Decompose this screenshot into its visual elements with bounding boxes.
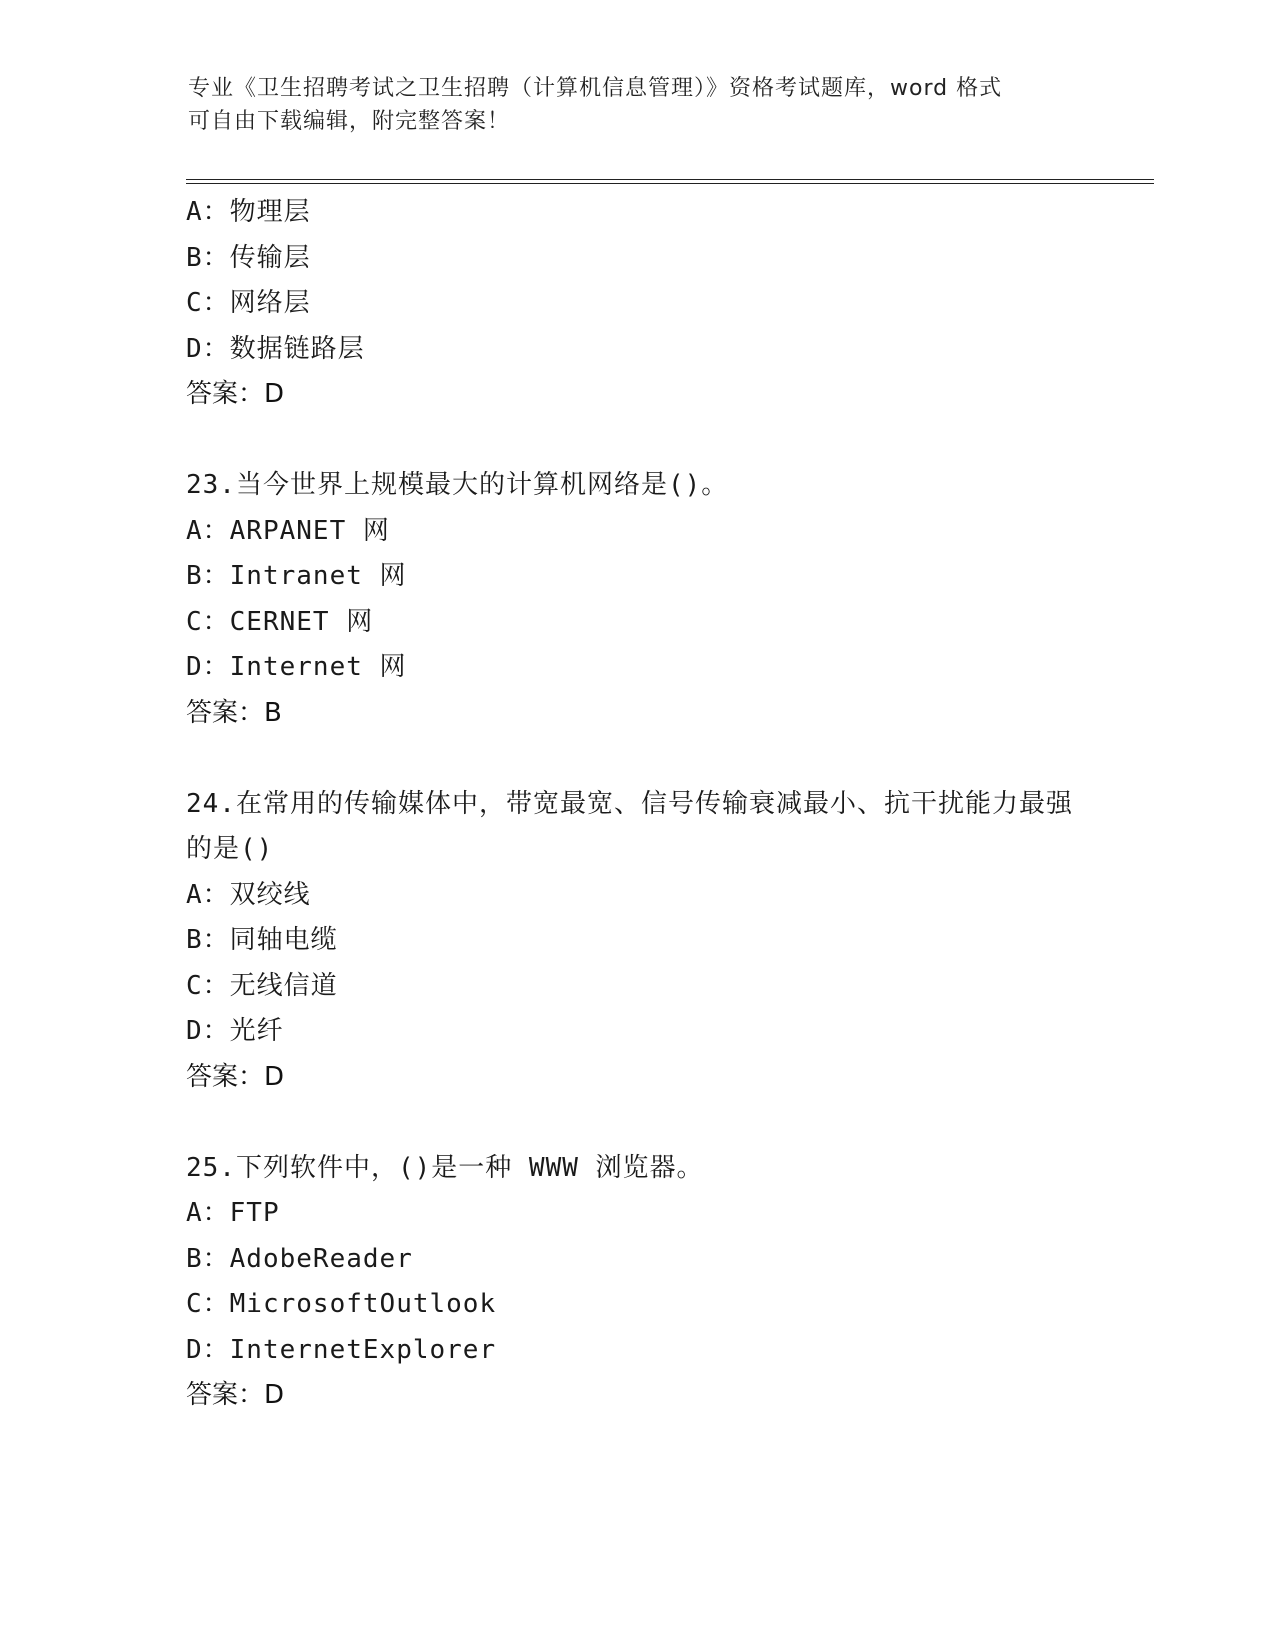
option-d	[186, 1009, 1126, 1055]
option-key: B：	[186, 242, 230, 273]
option-key: A：	[186, 197, 230, 227]
option-b	[186, 236, 1126, 282]
option-a	[186, 1191, 1126, 1237]
option-c	[186, 600, 1126, 646]
option-text: 同轴电缆	[229, 925, 338, 955]
option-key: A：	[186, 879, 230, 910]
option-text: MicrosoftOutlook	[229, 1289, 497, 1319]
option-key: C：	[186, 288, 230, 318]
question-23	[186, 463, 1126, 736]
spacer	[186, 418, 1126, 464]
question-fragment	[186, 190, 1126, 418]
answer-line: 答案：D	[186, 379, 285, 409]
option-text: AdobeReader	[229, 1243, 413, 1274]
option-text: 物理层	[229, 197, 311, 227]
answer-line: 答案：D	[186, 1061, 285, 1092]
option-key: B：	[186, 925, 230, 955]
option-d	[186, 645, 1126, 691]
answer-line: 答案：D	[186, 1380, 285, 1410]
option-text: ARPANET 网	[229, 515, 390, 546]
header-divider-bottom	[186, 183, 1154, 184]
question-list	[186, 190, 1126, 1419]
option-key: D：	[186, 1016, 230, 1046]
option-key: C：	[186, 606, 230, 637]
option-text: CERNET 网	[229, 606, 374, 637]
option-b	[186, 1237, 1126, 1283]
option-a	[186, 190, 1126, 236]
answer-line: 答案：B	[186, 697, 282, 728]
header-line-2: 可自由下载编辑，附完整答案！	[188, 109, 511, 134]
option-key: D：	[186, 1334, 230, 1365]
option-key: A：	[186, 515, 230, 546]
question-24	[186, 782, 1126, 1101]
option-key: D：	[186, 333, 230, 364]
option-text: 数据链路层	[229, 333, 365, 364]
option-text: 光纤	[229, 1016, 284, 1046]
question-stem: 25.下列软件中，()是一种 WWW 浏览器。	[186, 1152, 704, 1183]
option-text: 传输层	[229, 242, 311, 273]
option-a	[186, 509, 1126, 555]
option-text: 网络层	[229, 288, 311, 318]
option-key: C：	[186, 1289, 230, 1319]
header-line-1: 专业《卫生招聘考试之卫生招聘（计算机信息管理）》资格考试题库，word 格式	[188, 76, 1003, 101]
option-key: A：	[186, 1198, 230, 1228]
option-c	[186, 964, 1126, 1010]
option-key: D：	[186, 652, 230, 682]
option-a	[186, 873, 1126, 919]
option-d	[186, 327, 1126, 373]
option-text: 无线信道	[229, 970, 338, 1001]
option-text: InternetExplorer	[229, 1334, 497, 1365]
question-stem: 23.当今世界上规模最大的计算机网络是()。	[186, 470, 729, 500]
option-text: FTP	[229, 1198, 280, 1228]
header-divider-top	[186, 179, 1154, 180]
option-key: B：	[186, 561, 230, 591]
question-stem: 24.在常用的传输媒体中，带宽最宽、信号传输衰减最小、抗干扰能力最强的是()	[186, 788, 1073, 864]
spacer	[186, 736, 1126, 782]
spacer	[186, 1100, 1126, 1146]
option-key: C：	[186, 970, 230, 1001]
option-d	[186, 1328, 1126, 1374]
option-c	[186, 1282, 1126, 1328]
option-text: 双绞线	[229, 879, 311, 910]
option-b	[186, 554, 1126, 600]
option-key: B：	[186, 1243, 230, 1274]
document-header	[188, 72, 1068, 138]
option-c	[186, 281, 1126, 327]
question-25	[186, 1146, 1126, 1419]
option-text: Internet 网	[229, 652, 407, 682]
option-b	[186, 918, 1126, 964]
option-text: Intranet 网	[229, 561, 407, 591]
